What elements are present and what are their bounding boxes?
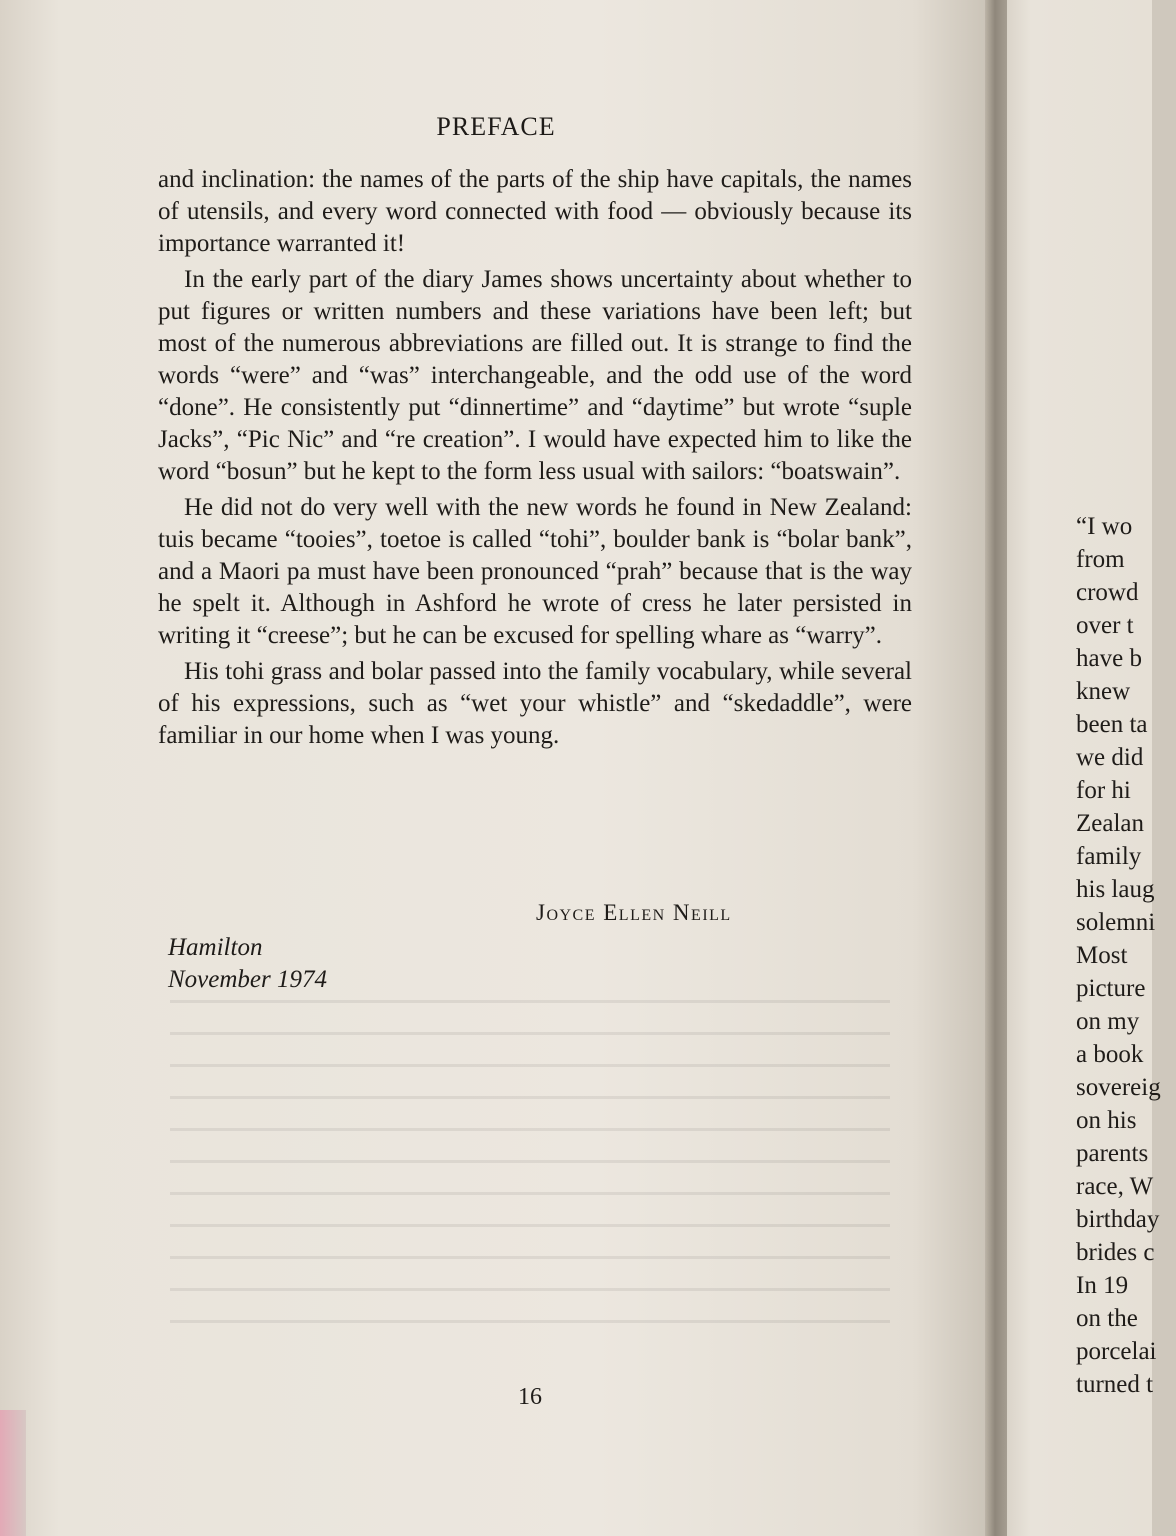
- place: Hamilton: [168, 934, 263, 961]
- facing-line: from: [1076, 546, 1125, 573]
- facing-line: for hi: [1076, 777, 1131, 804]
- facing-line: solemni: [1076, 909, 1156, 936]
- facing-line: a book: [1076, 1041, 1144, 1068]
- facing-line: been ta: [1076, 711, 1148, 738]
- facing-line: his laug: [1076, 876, 1155, 903]
- facing-line: over t: [1076, 612, 1134, 639]
- facing-line: Zealan: [1076, 810, 1145, 837]
- page-corner-tab: [0, 1410, 26, 1536]
- facing-line: birthday: [1076, 1206, 1160, 1233]
- author-signature: Joyce Ellen Neill: [536, 900, 732, 925]
- facing-line: sovereig: [1076, 1074, 1161, 1101]
- paragraph: In the early part of the diary James shows uncertainty about whether to put figures or written numbers and these variations have been left; but most of the numerous abbreviations are filled out. It is strange to find the words “were” and “was” interchangeable, and the odd use of the word “done”. He consistently put “dinnertime” and “daytime” but wrote “suple Jacks”, “Pic Nic” and “re creation”. I would have expected him to like the word “bosun” but he kept to the form less usual with sailors: “boatswain”.: [158, 266, 912, 485]
- facing-line: brides c: [1076, 1239, 1155, 1266]
- preface-body: [158, 164, 912, 756]
- facing-line: picture: [1076, 975, 1146, 1002]
- facing-line: on his: [1076, 1107, 1137, 1134]
- date: November 1974: [168, 966, 327, 993]
- paragraph: His tohi grass and bolar passed into the family vocabulary, while several of his expressions, such as “wet your whistle” and “skedaddle”, were familiar in our home when I was young.: [158, 658, 912, 749]
- facing-page-text: [1076, 510, 1176, 1401]
- facing-line: race, W: [1076, 1173, 1154, 1200]
- facing-line: porcelai: [1076, 1338, 1157, 1365]
- facing-line: parents: [1076, 1140, 1149, 1167]
- page-header: PREFACE: [436, 112, 556, 141]
- paragraph: and inclination: the names of the parts of the ship have capitals, the names of utensils, and every word connected with food — obviously because its importance warranted it!: [158, 166, 912, 257]
- facing-line: crowd: [1076, 579, 1139, 606]
- facing-line: on the: [1076, 1305, 1138, 1332]
- show-through-text: [170, 1000, 890, 1340]
- facing-line: “I wo: [1076, 513, 1133, 540]
- facing-line: on my: [1076, 1008, 1140, 1035]
- book-gutter: [985, 0, 1007, 1536]
- facing-line: In 19: [1076, 1272, 1129, 1299]
- facing-line: turned t: [1076, 1371, 1154, 1398]
- facing-line: Most: [1076, 942, 1128, 969]
- facing-line: knew: [1076, 678, 1131, 705]
- page-number: 16: [518, 1384, 542, 1410]
- facing-line: we did: [1076, 744, 1144, 771]
- place-date: [168, 932, 327, 996]
- facing-line: have b: [1076, 645, 1142, 672]
- paragraph: He did not do very well with the new words he found in New Zealand: tuis became “tooies”, toetoe is called “tohi”, boulder bank is “bolar bank”, and a Maori pa must have been pronounced “prah” because that is the way he spelt it. Although in Ashford he wrote of cress he later persisted in writing it “creese”; but he can be excused for spelling whare as “warry”.: [158, 494, 912, 649]
- facing-line: family: [1076, 843, 1142, 870]
